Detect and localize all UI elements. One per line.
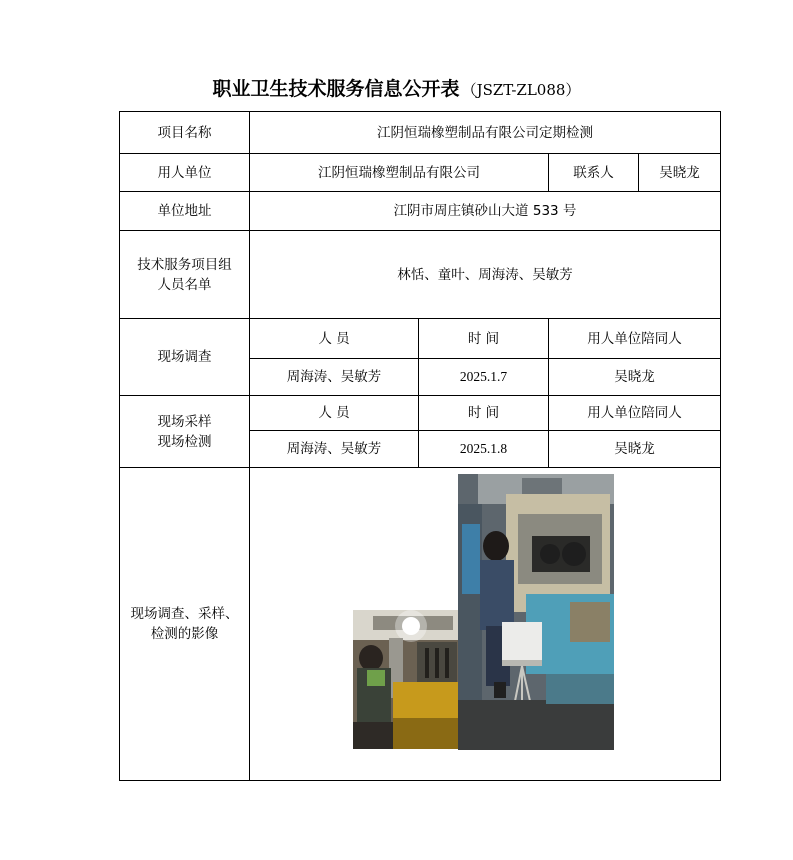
employer-value: 江阴恒瑞橡塑制品有限公司 bbox=[250, 154, 549, 192]
site-photo-survey-image bbox=[353, 610, 458, 749]
sampling-header-time: 时 间 bbox=[419, 396, 549, 431]
row-photos bbox=[120, 468, 721, 781]
photos-label-line1: 现场调查、采样、 bbox=[130, 606, 239, 622]
sampling-header-escort: 用人单位陪同人 bbox=[549, 396, 721, 431]
site-photo-sampling-image bbox=[458, 474, 614, 750]
sampling-label bbox=[120, 396, 250, 468]
title-text: 职业卫生技术服务信息公开表 bbox=[212, 78, 460, 100]
contact-label: 联系人 bbox=[549, 154, 639, 192]
row-address bbox=[120, 192, 721, 231]
sampling-escort: 吴晓龙 bbox=[549, 431, 721, 468]
sampling-label-line2: 现场检测 bbox=[157, 433, 212, 450]
sampling-label-line1: 现场采样 bbox=[157, 413, 212, 430]
team-value: 林恬、童叶、周海涛、吴敏芳 bbox=[250, 231, 721, 319]
contact-value: 吴晓龙 bbox=[639, 154, 721, 192]
survey-time: 2025.1.7 bbox=[419, 359, 549, 396]
address-value: 江阴市周庄镇砂山大道 533 号 bbox=[250, 192, 721, 231]
survey-header-time: 时 间 bbox=[419, 319, 549, 359]
team-label-line2: 人员名单 bbox=[157, 276, 212, 293]
page-title bbox=[0, 74, 793, 101]
sampling-header-person: 人 员 bbox=[250, 396, 419, 431]
survey-escort: 吴晓龙 bbox=[549, 359, 721, 396]
photos-container bbox=[250, 468, 720, 780]
photos-label bbox=[120, 468, 250, 781]
row-team bbox=[120, 231, 721, 319]
row-sampling-header bbox=[120, 396, 721, 431]
team-label-line1: 技术服务项目组 bbox=[137, 256, 232, 273]
row-survey-header bbox=[120, 319, 721, 359]
team-label bbox=[120, 231, 250, 319]
row-employer bbox=[120, 154, 721, 192]
photos-label-line2: 检测的影像 bbox=[150, 626, 219, 642]
employer-label: 用人单位 bbox=[120, 154, 250, 192]
survey-label: 现场调查 bbox=[120, 319, 250, 396]
sampling-person: 周海涛、吴敏芳 bbox=[250, 431, 419, 468]
survey-person: 周海涛、吴敏芳 bbox=[250, 359, 419, 396]
row-project bbox=[120, 112, 721, 154]
survey-header-person: 人 员 bbox=[250, 319, 419, 359]
survey-header-escort: 用人单位陪同人 bbox=[549, 319, 721, 359]
info-table bbox=[119, 111, 721, 781]
photos-cell bbox=[250, 468, 721, 781]
form-code: （JSZT-ZL088） bbox=[461, 81, 581, 99]
site-photo-sampling bbox=[458, 474, 614, 750]
project-value: 江阴恒瑞橡塑制品有限公司定期检测 bbox=[250, 112, 721, 154]
sampling-time: 2025.1.8 bbox=[419, 431, 549, 468]
project-label: 项目名称 bbox=[120, 112, 250, 154]
site-photo-survey bbox=[353, 610, 458, 749]
address-label: 单位地址 bbox=[120, 192, 250, 231]
